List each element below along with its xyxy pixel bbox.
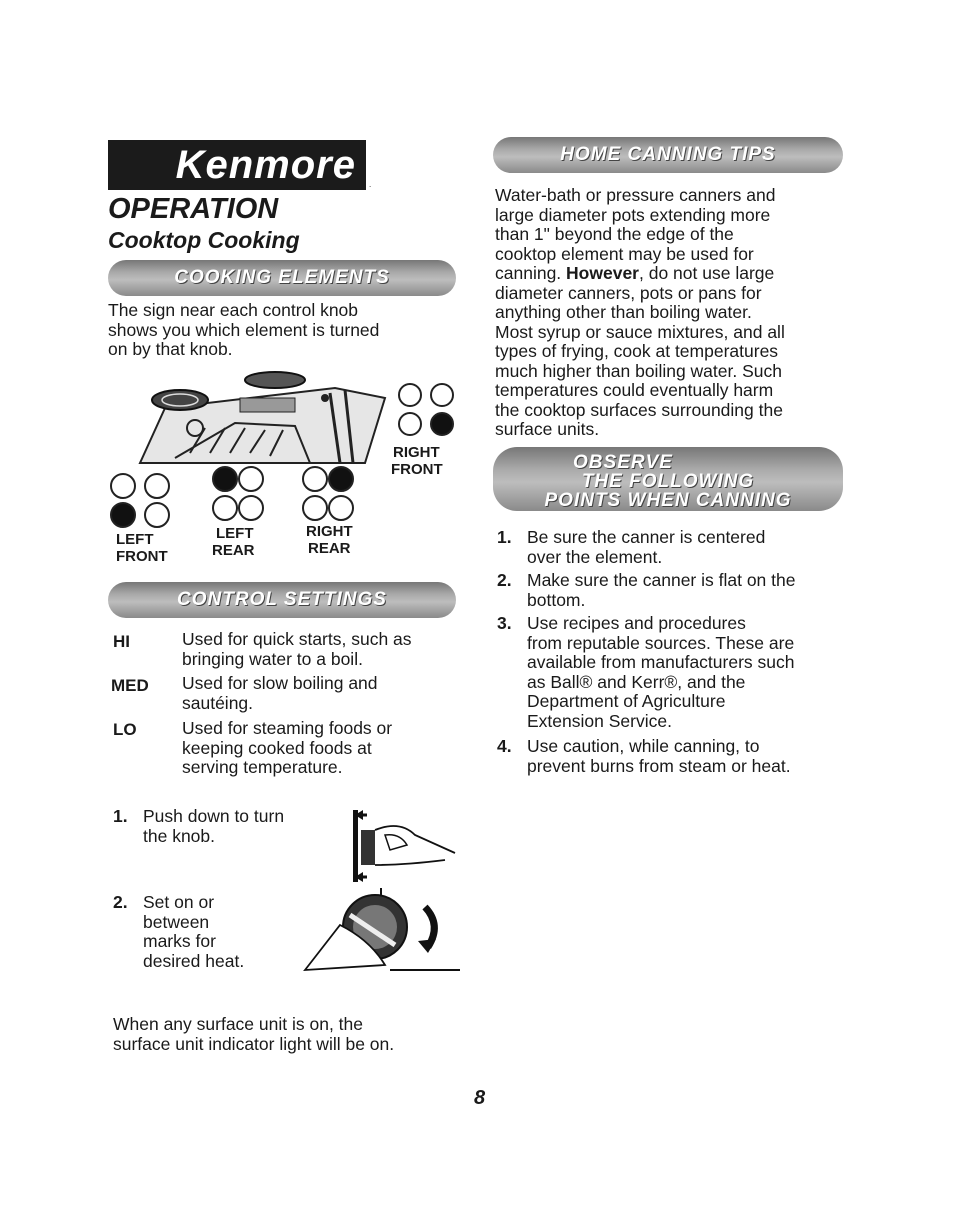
push-knob-icon: [345, 805, 460, 885]
list-item: 3. Use recipes and procedures from reputable sources. These are available from manufacturers such as Ball® and Kerr®, and the Department of Agriculture Extension Service.: [497, 613, 795, 731]
indicator-off-icon: [212, 495, 238, 521]
observe-banner: OBSERVE THE FOLLOWING POINTS WHEN CANNING: [493, 447, 843, 511]
indicator-off-icon: [302, 495, 328, 521]
setting-desc-med: Used for slow boiling and sautéing.: [182, 673, 378, 713]
label-left-rear: LEFT REAR: [212, 525, 255, 559]
indicator-off-icon: [430, 383, 454, 407]
indicator-off-icon: [144, 502, 170, 528]
list-item: 4. Use caution, while canning, to prevent burns from steam or heat.: [497, 736, 791, 776]
logo-mark: .: [369, 180, 372, 189]
home-canning-text: Water-bath or pressure canners and large diameter pots extending more than 1" beyond the edge of the cooktop element may be used for canning. However, do not use large diameter canners, pots or pans for anything other than boiling water. Most syrup or sauce mixtures, and all types of frying, cook at temperatures much higher than boiling water. Such temperatures could eventually harm the cooktop surfaces surrounding the surface units.: [495, 185, 785, 439]
step-1: 1. Push down to turn the knob.: [113, 806, 285, 846]
setting-key-med: MED: [111, 676, 149, 695]
indicator-off-icon: [398, 412, 422, 436]
list-item: 1. Be sure the canner is centered over the element.: [497, 527, 766, 567]
indicator-off-icon: [110, 473, 136, 499]
turn-knob-icon: [300, 885, 465, 975]
setting-desc-lo: Used for steaming foods or keeping cooked foods at serving temperature.: [182, 718, 393, 777]
step-2: 2. Set on or between marks for desired heat.: [113, 892, 245, 971]
indicator-off-icon: [238, 495, 264, 521]
indicator-off-icon: [238, 466, 264, 492]
indicator-off-icon: [144, 473, 170, 499]
kenmore-logo: Kenmore: [108, 140, 366, 190]
indicator-on-icon: [110, 502, 136, 528]
list-item: 2. Make sure the canner is flat on the bottom.: [497, 570, 796, 610]
indicator-on-icon: [328, 466, 354, 492]
setting-key-hi: HI: [113, 632, 130, 651]
setting-key-lo: LO: [113, 720, 137, 739]
indicator-note: When any surface unit is on, the surface unit indicator light will be on.: [113, 1014, 395, 1054]
indicator-off-icon: [398, 383, 422, 407]
control-settings-banner: CONTROL SETTINGS: [108, 582, 456, 618]
indicator-on-icon: [430, 412, 454, 436]
page-number: 8: [474, 1087, 486, 1109]
setting-desc-hi: Used for quick starts, such as bringing water to a boil.: [182, 629, 412, 669]
page-title: OPERATION: [108, 193, 279, 225]
label-left-front: LEFT FRONT: [116, 531, 168, 565]
label-right-front: RIGHT FRONT: [391, 444, 443, 478]
cooking-elements-banner: COOKING ELEMENTS: [108, 260, 456, 296]
home-canning-banner: HOME CANNING TIPS: [493, 137, 843, 173]
page-subtitle: Cooktop Cooking: [108, 227, 300, 253]
cooking-elements-intro: The sign near each control knob shows you which element is turned on by that knob.: [108, 300, 380, 359]
observe-list: [495, 528, 845, 776]
indicator-on-icon: [212, 466, 238, 492]
indicator-off-icon: [302, 466, 328, 492]
label-right-rear: RIGHT REAR: [306, 523, 353, 557]
cooktop-illustration: [135, 368, 395, 468]
indicator-off-icon: [328, 495, 354, 521]
